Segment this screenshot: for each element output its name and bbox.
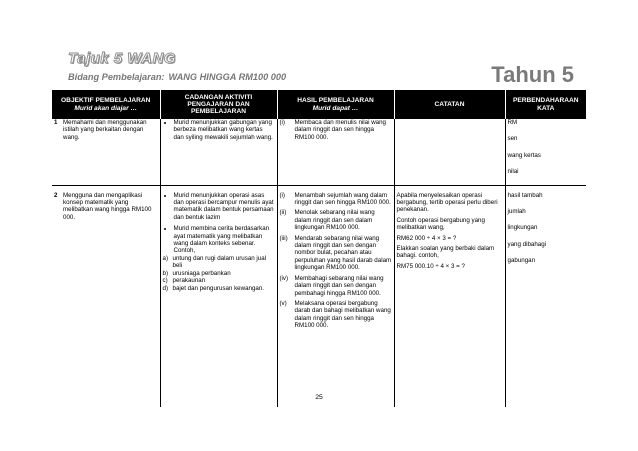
header-perbendaharaan: PERBENDAHARAAN KATA — [505, 90, 586, 119]
list-item: (i) Membaca dan menulis nilai wang dalam ringgit dan sen hingga RM100 000. — [279, 119, 386, 141]
objektif-text: Memahami dan menggunakan istilah yang berkaitan dengan wang. — [63, 119, 147, 141]
page-number: 25 — [315, 394, 323, 401]
vocab-item: hasil tambah — [507, 191, 543, 199]
list-item: a) untung dan rugi dalam urusan jual beli — [162, 254, 267, 270]
vocab-item: wang kertas — [507, 151, 541, 159]
table-header-row — [52, 90, 586, 119]
catatan-text: Contoh operasi bergabung yang melibatkan wang, — [396, 216, 485, 232]
vocab-item: RM — [507, 119, 518, 126]
tahun-heading: Tahun 5 — [491, 62, 574, 87]
vocab-item: nilai — [507, 168, 519, 176]
cell-objektif — [52, 185, 160, 407]
cell-perbendaharaan — [505, 119, 586, 185]
vocab-item: sen — [507, 135, 518, 143]
catatan-formula: RM75 000.10 ÷ 4 × 3 = ? — [396, 262, 465, 270]
header-hasil: HASIL PEMBELAJARAN Murid dapat … — [277, 90, 394, 119]
header-catatan: CATATAN — [394, 90, 505, 119]
list-item: d) bajet dan pengurusan kewangan. — [162, 284, 265, 292]
table-row — [52, 185, 586, 407]
cell-perbendaharaan — [505, 185, 586, 407]
cell-catatan — [394, 185, 505, 407]
list-item: (iv) Membahagi sebarang nilai wang dalam ringgit dan sen dengan pembahagi hingga RM100 000. — [279, 274, 384, 297]
vocab-item: jumlah — [507, 208, 526, 216]
row-number: 2 — [54, 191, 58, 199]
list-item: • Murid menunjukkan gabungan yang berbeza melibatkan wang kertas dan syiling mewakili sejumlah wang. — [174, 119, 275, 141]
curriculum-table — [52, 90, 586, 407]
row-number: 1 — [54, 119, 58, 126]
list-item: c) perakaunan — [162, 277, 206, 285]
header-objektif-sub: Murid akan diajar … — [74, 104, 138, 112]
list-item: b) urusniaga perbankan — [162, 269, 231, 277]
cell-catatan — [394, 119, 505, 185]
list-item: (iii) Mendarab sebarang nilai wang dalam ringgit dan sen dengan nombor bulat, pecahan atau perpuluhan yang hasil darab dalam lingkungan RM100 000. — [279, 234, 392, 272]
table-row — [52, 119, 586, 185]
cell-cadangan — [160, 119, 277, 185]
cell-cadangan — [160, 185, 277, 407]
list-item: (ii) Menolak sebarang nilai wang dalam ringgit dan sen dalam lingkungan RM100 000. — [279, 209, 375, 232]
bidang-value: WANG HINGGA RM100 000 — [168, 72, 287, 82]
header-hasil-sub: Murid dapat … — [312, 104, 359, 112]
list-item: • Murid menunjukkan operasi asas dan operasi bercampur menulis ayat matematik dalam bentuk persamaan dan bentuk lazim — [174, 192, 275, 222]
header-objektif: OBJEKTIF PEMBELAJARAN Murid akan diajar … — [52, 90, 160, 119]
catatan-text: Elakkan soalan yang berbaki dalam bahagi. contoh, — [396, 245, 495, 260]
list-item: • Murid membina cerita berdasarkan ayat matematik yang melibatkan wang dalam konteks sebenar. Contoh, a) untung dan rugi dalam urusan jual beli b) urusniaga perbankan c) perakaunan d) bajet dan pengurusan kewangan. — [174, 225, 275, 292]
vocab-item: gabungan — [507, 257, 536, 265]
vocab-item: lingkungan — [507, 224, 538, 232]
catatan-text: Apabila menyelesaikan operasi bergabung, tertib operasi perlu diberi penekanan. — [396, 191, 498, 214]
bidang-label: Bidang Pembelajaran: — [68, 72, 165, 82]
tajuk-title: Tajuk 5 WANG — [68, 50, 176, 67]
list-item: (i) Menambah sejumlah wang dalam ringgit dan sen hingga RM100 000. — [279, 191, 391, 207]
catatan-formula: RM62 000 ÷ 4 × 3 = ? — [396, 234, 457, 242]
objektif-text: Mengguna dan mengaplikasi konsep matematik yang melibatkan wang hingga RM100 000. — [63, 191, 152, 221]
header-cadangan: CADANGAN AKTIVITI PENGAJARAN DAN PEMBELAJARAN — [160, 90, 277, 119]
list-item: (v) Melaksana operasi bergabung darab dan bahagi melibatkan wang dalam ringgit dan sen hingga RM100 000. — [279, 299, 391, 330]
cell-hasil — [277, 119, 394, 185]
cell-objektif — [52, 119, 160, 185]
bidang-pembelajaran — [68, 72, 286, 82]
cell-hasil — [277, 185, 394, 407]
vocab-item: yang dibahagi — [507, 240, 547, 248]
